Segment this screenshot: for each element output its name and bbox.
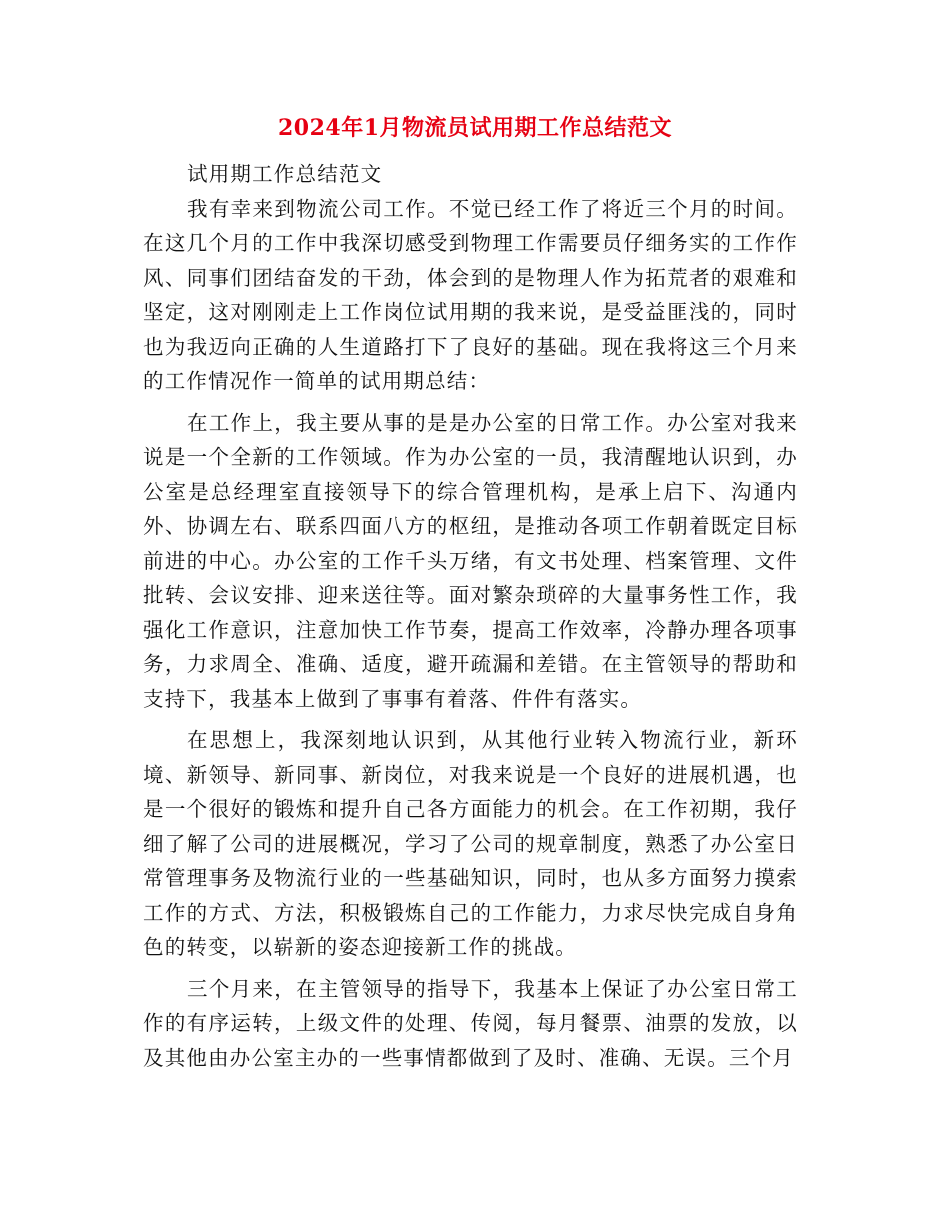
paragraph-work: 在工作上，我主要从事的是是办公室的日常工作。办公室对我来说是一个全新的工作领域。作为办公室的一员，我清醒地认识到，办公室是总经理室直接领导下的综合管理机构，是承上启下、沟通内外、协调左右、联系四面八方的枢纽，是推动各项工作朝着既定目标前进的中心。办公室的工作千头万绪，有文书处理、档案管理、文件批转、会议安排、迎来送往等。面对繁杂琐碎的大量事务性工作，我强化工作意识，注意加快工作节奏，提高工作效率，冷静办理各项事务，力求周全、准确、适度，避开疏漏和差错。在主管领导的帮助和支持下，我基本上做到了事事有着落、件件有落实。 <box>143 410 798 711</box>
document-subtitle: 试用期工作总结范文 <box>187 162 383 186</box>
paragraph-intro: 我有幸来到物流公司工作。不觉已经工作了将近三个月的时间。在这几个月的工作中我深切感受到物理工作需要员仔细务实的工作作风、同事们团结奋发的干劲，体会到的是物理人作为拓荒者的艰难和坚定，这对刚刚走上工作岗位试用期的我来说，是受益匪浅的，同时也为我迈向正确的人生道路打下了良好的基础。现在我将这三个月来的工作情况作一简单的试用期总结： <box>143 196 798 393</box>
paragraph-thinking: 在思想上，我深刻地认识到，从其他行业转入物流行业，新环境、新领导、新同事、新岗位，对我来说是一个良好的进展机遇，也是一个很好的锻炼和提升自己各方面能力的机会。在工作初期，我仔细了解了公司的进展概况，学习了公司的规章制度，熟悉了办公室日常管理事务及物流行业的一些基础知识，同时，也从多方面努力摸索工作的方式、方法，积极锻炼自己的工作能力，力求尽快完成自身角色的转变，以崭新的姿态迎接新工作的挑战。 <box>143 728 798 959</box>
paragraph-three-months: 三个月来，在主管领导的指导下，我基本上保证了办公室日常工作的有序运转，上级文件的处理、传阅，每月餐票、油票的发放，以及其他由办公室主办的一些事情都做到了及时、准确、无误。三个月 <box>143 976 798 1070</box>
document-body <box>143 157 798 1075</box>
document-title: 2024年1月物流员试用期工作总结范文 <box>277 115 673 141</box>
